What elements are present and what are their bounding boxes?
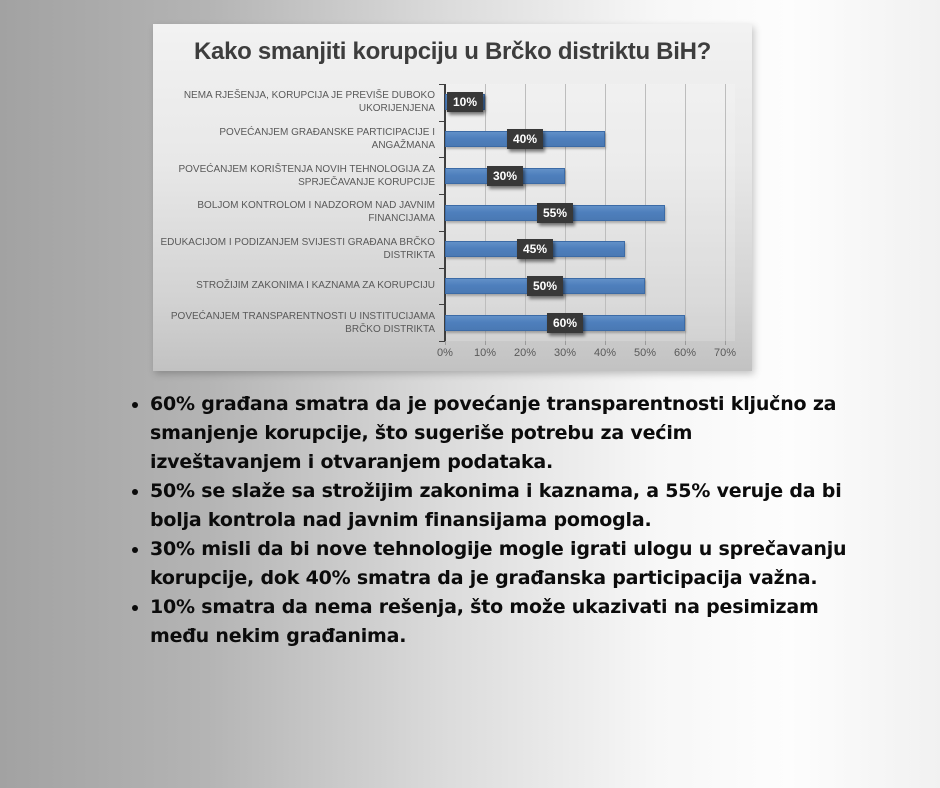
bar-data-label: 55% bbox=[537, 203, 573, 223]
summary-bullet: • 60% građana smatra da je povećanje transparentnosti ključno za smanjenje korupcije, što sugeriše potrebu za većim izveštavanjem i otvaranjem podataka. bbox=[150, 390, 850, 477]
x-tick-label: 0% bbox=[437, 347, 453, 359]
x-axis-tick bbox=[685, 341, 686, 345]
x-tick-label: 30% bbox=[553, 347, 577, 359]
category-label: NEMA RJEŠENJA, KORUPCIJA JE PREVIŠE DUBOKO UKORIJENJENA bbox=[183, 90, 435, 115]
x-axis-tick bbox=[565, 341, 566, 345]
bar-data-label: 40% bbox=[507, 129, 543, 149]
chart-panel bbox=[153, 24, 752, 371]
gridline bbox=[685, 84, 686, 341]
bar-data-label: 50% bbox=[527, 276, 563, 296]
x-axis-tick bbox=[525, 341, 526, 345]
y-axis-tick bbox=[439, 121, 445, 122]
gridline bbox=[725, 84, 726, 341]
category-label: STROŽIJIM ZAKONIMA I KAZNAMA ZA KORUPCIJU bbox=[196, 280, 435, 292]
x-axis-tick bbox=[485, 341, 486, 345]
y-axis-tick bbox=[439, 268, 445, 269]
x-tick-label: 10% bbox=[473, 347, 497, 359]
bar-data-label: 30% bbox=[487, 166, 523, 186]
y-axis-tick bbox=[439, 194, 445, 195]
bar-data-label: 45% bbox=[517, 239, 553, 259]
x-axis-tick bbox=[645, 341, 646, 345]
chart-title: Kako smanjiti korupciju u Brčko distriktu BiH? bbox=[194, 38, 711, 65]
x-axis-tick bbox=[605, 341, 606, 345]
plot-area bbox=[445, 84, 735, 341]
category-axis-labels bbox=[159, 84, 439, 341]
x-axis-tick bbox=[445, 341, 446, 345]
category-label: POVEĆANJEM GRAĐANSKE PARTICIPACIJE I ANGAŽMANA bbox=[219, 127, 435, 152]
x-axis-tick bbox=[725, 341, 726, 345]
x-tick-label: 40% bbox=[593, 347, 617, 359]
summary-bullet: • 50% se slaže sa strožijim zakonima i kaznama, a 55% veruje da bi bolja kontrola nad javnim finansijama pomogla. bbox=[150, 477, 850, 535]
x-axis-tick-labels bbox=[437, 347, 737, 363]
category-label: POVEĆANJEM TRANSPARENTNOSTI U INSTITUCIJAMA BRČKO DISTRIKTA bbox=[170, 310, 435, 335]
y-axis-tick bbox=[439, 304, 445, 305]
summary-bullet: • 10% smatra da nema rešenja, što može ukazivati na pesimizam među nekim građanima. bbox=[150, 593, 850, 651]
summary-bullet-list bbox=[0, 390, 850, 651]
x-tick-label: 50% bbox=[633, 347, 657, 359]
y-axis-tick bbox=[439, 341, 445, 342]
bar-data-label: 60% bbox=[547, 313, 583, 333]
y-axis-tick bbox=[439, 84, 445, 85]
x-tick-label: 20% bbox=[513, 347, 537, 359]
y-axis-tick bbox=[439, 157, 445, 158]
category-label: POVEĆANJEM KORIŠTENJA NOVIH TEHNOLOGIJA ZA SPRJEČAVANJE KORUPCIJE bbox=[178, 163, 435, 188]
bar-data-label: 10% bbox=[447, 92, 483, 112]
summary-bullet: • 30% misli da bi nove tehnologije mogle igrati ulogu u sprečavanju korupcije, dok 40% smatra da je građanska participacija važna. bbox=[150, 535, 850, 593]
y-axis-tick bbox=[439, 231, 445, 232]
category-label: BOLJOM KONTROLOM I NADZOROM NAD JAVNIM FINANCIJAMA bbox=[197, 200, 435, 225]
x-tick-label: 70% bbox=[713, 347, 737, 359]
x-tick-label: 60% bbox=[673, 347, 697, 359]
category-label: EDUKACIJOM I PODIZANJEM SVIJESTI GRAĐANA BRČKO DISTRIKTA bbox=[160, 237, 435, 262]
